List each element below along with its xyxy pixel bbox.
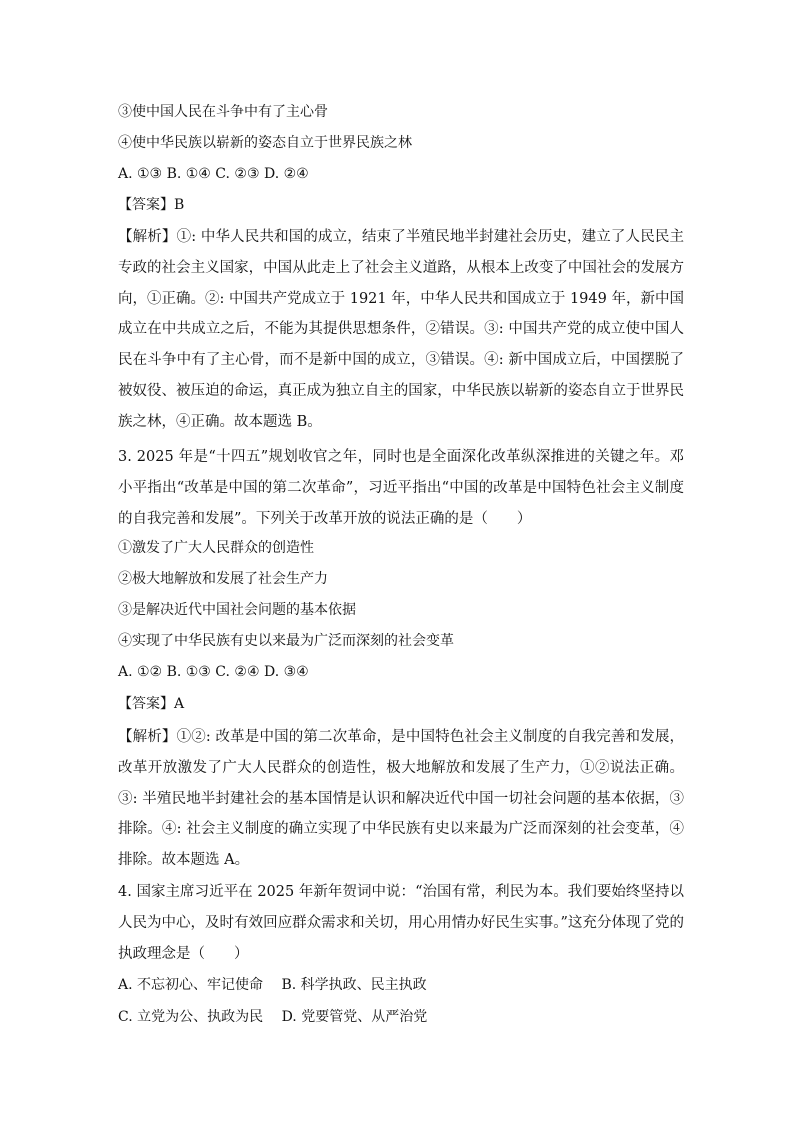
q3-option-4: ④实现了中华民族有史以来最为广泛而深刻的社会变革 — [118, 633, 454, 649]
q3-choices: A. ①② B. ①③ C. ②④ D. ③④ — [118, 664, 309, 680]
q4-stem: 4. 国家主席习近平在 2025 年新年贺词中说：“治国有常，利民为本。我们要始终坚持以人民为中心，及时有效回应群众需求和关切，用心用情办好民生实事。”这充分体现了党的执政理念是（ ） — [118, 884, 684, 962]
q2-option-4: ④使中华民族以崭新的姿态自立于世界民族之林 — [118, 135, 412, 151]
q3-option-1: ①激发了广大人民群众的创造性 — [118, 540, 314, 556]
q3-analysis: 【解析】①②: 改革是中国的第二次革命，是中国特色社会主义制度的自我完善和发展，改革开放激发了广大人民群众的创造性，极大地解放和发展了生产力，①②说法正确。③: 半殖民地半封建社会的基本国情是认识和解决近代中国一切社会问题的基本依据，③排除。④: 社会主义制度的确立实现了中华民族有史以来最为广泛而深刻的社会变革，④排除。故本题选 A。 — [118, 729, 684, 869]
q3-answer: 【答案】A — [118, 696, 185, 712]
q3-option-2: ②极大地解放和发展了社会生产力 — [118, 571, 328, 587]
q2-answer: 【答案】B — [118, 197, 185, 213]
q4-choices-row-2: C. 立党为公、执政为民 D. 党要管党、从严治党 — [118, 1009, 428, 1025]
q3-stem: 3. 2025 年是“十四五”规划收官之年，同时也是全面深化改革纵深推进的关键之年。邓小平指出“改革是中国的第二次革命”，习近平指出“中国的改革是中国特色社会主义制度的自我完善和发展”。下列关于改革开放的说法正确的是（ ） — [118, 449, 684, 527]
q2-analysis: 【解析】①: 中华人民共和国的成立，结束了半殖民地半封建社会历史，建立了人民民主专政的社会主义国家，中国从此走上了社会主义道路，从根本上改变了中国社会的发展方向，①正确。②: 中国共产党成立于 1921 年，中华人民共和国成立于 1949 年，新中国成立在中共成立之后，不能为其提供思想条件，②错误。③: 中国共产党的成立使中国人民在斗争中有了主心骨，而不是新中国的成立，③错误。④: 新中国成立后，中国摆脱了被奴役、被压迫的命运，真正成为独立自主的国家，中华民族以崭新的姿态自立于世界民族之林，④正确。故本题选 B。 — [118, 229, 684, 430]
q4-choices-row-1: A. 不忘初心、牢记使命 B. 科学执政、民主执政 — [118, 977, 427, 993]
q3-option-3: ③是解决近代中国社会问题的基本依据 — [118, 602, 356, 618]
q2-option-3: ③使中国人民在斗争中有了主心骨 — [118, 104, 328, 120]
q2-choices: A. ①③ B. ①④ C. ②③ D. ②④ — [118, 166, 309, 182]
